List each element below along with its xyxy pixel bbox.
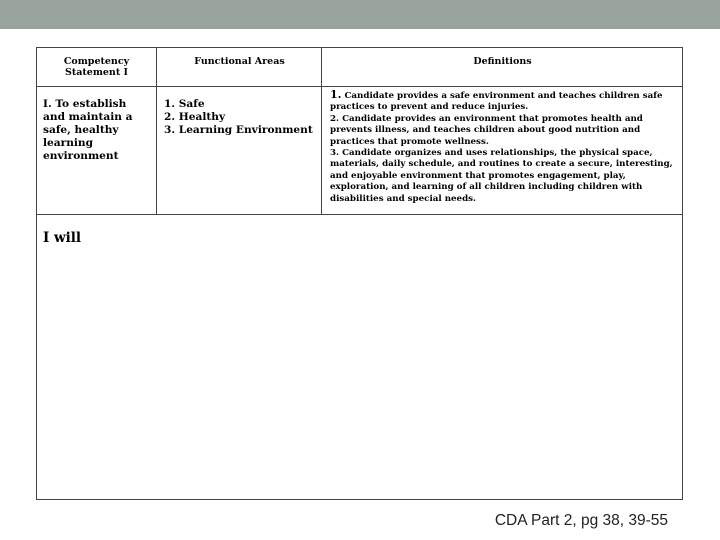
definition-text: Candidate provides a safe environment and teaches children safe practices to prevent and reduce injuries.	[330, 91, 663, 113]
definition-item	[330, 148, 674, 205]
competency-statement-cell: I. To establish and maintain a safe, healthy learning environment	[37, 87, 157, 214]
functional-area-item: 1. Safe	[164, 98, 205, 110]
header-functional-areas: Functional Areas	[158, 48, 322, 86]
header-competency-statement: Competency Statement I	[37, 48, 157, 86]
competency-table	[36, 47, 683, 500]
definition-text: Candidate provides an environment that promotes health and prevents illness, and teaches children about good nutrition and practices that promote wellness.	[330, 113, 643, 147]
i-will-response-area[interactable]	[37, 215, 682, 499]
definitions-cell	[323, 87, 682, 214]
functional-area-item: 2. Healthy	[164, 111, 226, 123]
definition-item	[330, 114, 674, 148]
definition-number: 3.	[330, 148, 340, 159]
i-will-label: I will	[43, 230, 82, 246]
header-definitions: Definitions	[473, 56, 532, 67]
functional-area-item: 3. Learning Environment	[164, 124, 313, 136]
footer-reference: CDA Part 2, pg 38, 39-55	[494, 512, 668, 529]
table-header-row	[37, 48, 682, 87]
functional-areas-cell	[158, 87, 322, 214]
definition-number: 1.	[330, 88, 342, 101]
definition-item	[330, 89, 674, 114]
table-body-row	[37, 87, 682, 215]
definition-number: 2.	[330, 113, 340, 124]
title-bar	[0, 0, 720, 29]
definition-text: Candidate organizes and uses relationships, the physical space, materials, daily schedule, and routines to create a secure, interesting, and enjoyable environment that promotes engagement, play, exploration, and learning of all children including children with disabilities and special needs.	[330, 148, 673, 204]
